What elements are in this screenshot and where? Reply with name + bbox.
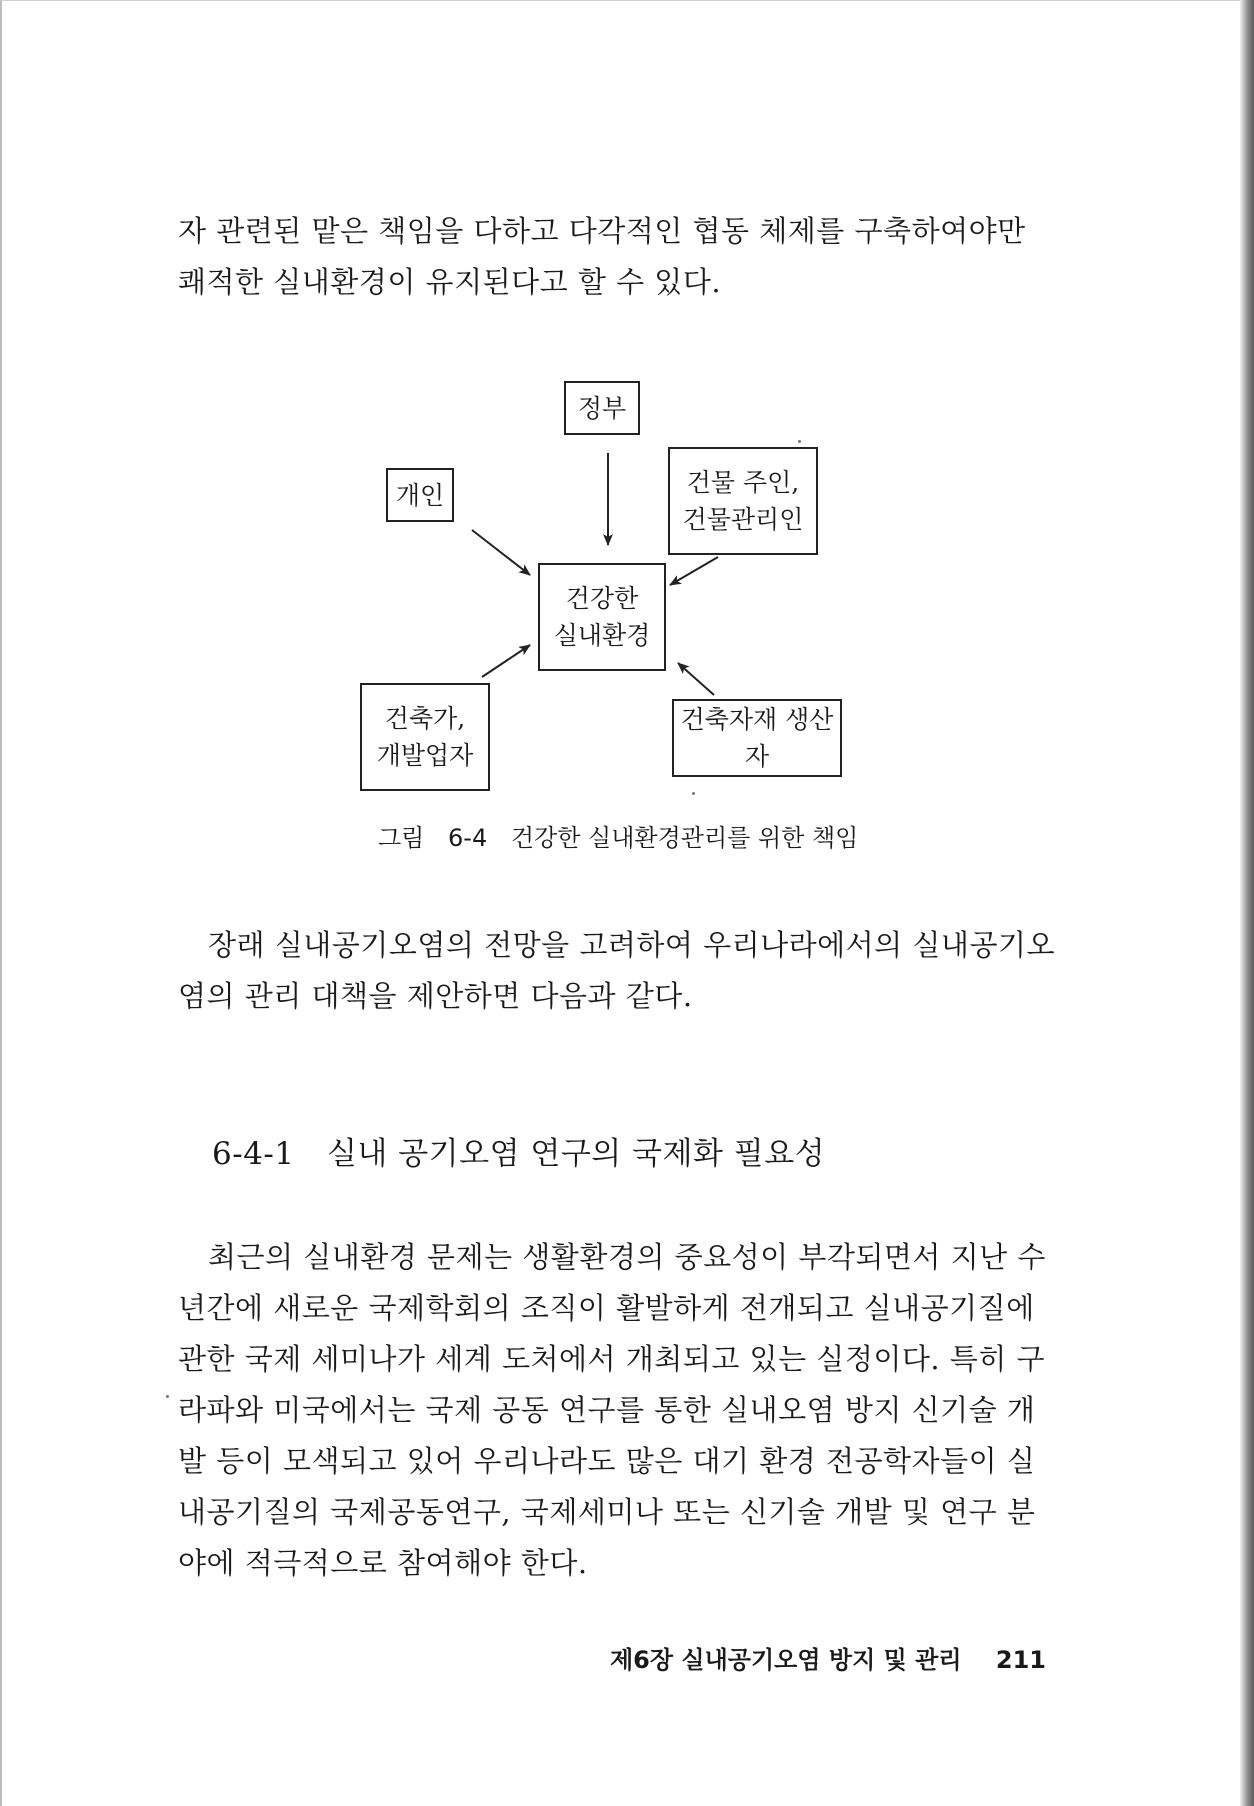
text-line: 년간에 새로운 국제학회의 조직이 활발하게 전개되고 실내공기질에	[178, 1291, 1035, 1325]
text-line: 장래 실내공기오염의 전망을 고려하여 우리나라에서의 실내공기오	[208, 928, 1055, 962]
individual-box	[386, 468, 454, 522]
text-line: 최근의 실내환경 문제는 생활환경의 중요성이 부각되면서 지난 수	[208, 1240, 1046, 1274]
page-number: 211	[995, 1646, 1046, 1674]
architect-label-line1: 건축가,	[384, 704, 466, 733]
government-box	[564, 381, 640, 435]
text-line: 염의 관리 대책을 제안하면 다음과 같다.	[178, 979, 693, 1013]
government-label: 정부	[577, 393, 627, 423]
arrow-producer	[678, 663, 714, 695]
text-line: 라파와 미국에서는 국제 공동 연구를 통한 실내오염 방지 신기술 개	[178, 1393, 1036, 1427]
intro-paragraph	[178, 206, 1026, 308]
center-label-line2: 실내환경	[553, 621, 651, 650]
responsibility-diagram	[360, 365, 880, 805]
text-line: 내공기질의 국제공동연구, 국제세미나 또는 신기술 개발 및 연구 분	[178, 1495, 1036, 1529]
owner-box	[668, 447, 818, 555]
section-number: 6-4-1	[212, 1136, 295, 1172]
scan-speck	[798, 440, 801, 443]
architect-box	[360, 683, 490, 791]
center-box	[538, 563, 666, 671]
arrow-owner	[670, 557, 718, 585]
text-line: 쾌적한 실내환경이 유지된다고 할 수 있다.	[178, 265, 722, 299]
text-line: 야에 적극적으로 참여해야 한다.	[178, 1546, 588, 1580]
proposal-paragraph	[178, 920, 1055, 1022]
center-label-line1: 건강한	[565, 584, 639, 613]
text-line: 발 등이 모색되고 있어 우리나라도 많은 대기 환경 전공학자들이 실	[178, 1444, 1036, 1478]
scan-speck	[166, 1395, 169, 1398]
owner-label-line1: 건물 주인,	[686, 468, 800, 497]
page-footer	[610, 1640, 1046, 1675]
footer-chapter: 제6장 실내공기오염 방지 및 관리	[610, 1646, 962, 1674]
scan-speck	[692, 792, 695, 795]
text-line: 관한 국제 세미나가 세계 도처에서 개최되고 있는 실정이다. 특히 구	[178, 1342, 1046, 1376]
caption-label: 그림	[378, 824, 425, 852]
section-heading	[212, 1128, 825, 1173]
arrow-architect	[482, 645, 530, 677]
figure-caption	[378, 818, 858, 853]
caption-number: 6-4	[448, 824, 488, 852]
page-edge-shadow	[1240, 0, 1254, 1806]
text-line: 자 관련된 맡은 책임을 다하고 다각적인 협동 체제를 구축하여야만	[178, 214, 1026, 248]
architect-label-line2: 개발업자	[376, 741, 474, 770]
caption-text: 건강한 실내환경관리를 위한 책임	[510, 824, 859, 852]
producer-label: 건축자재 생산자	[680, 705, 834, 771]
section-paragraph	[178, 1232, 1046, 1589]
producer-box	[672, 699, 842, 777]
individual-label: 개인	[395, 480, 445, 510]
section-title: 실내 공기오염 연구의 국제화 필요성	[326, 1136, 826, 1172]
owner-label-line2: 건물관리인	[682, 505, 804, 534]
arrow-individual	[472, 530, 530, 575]
